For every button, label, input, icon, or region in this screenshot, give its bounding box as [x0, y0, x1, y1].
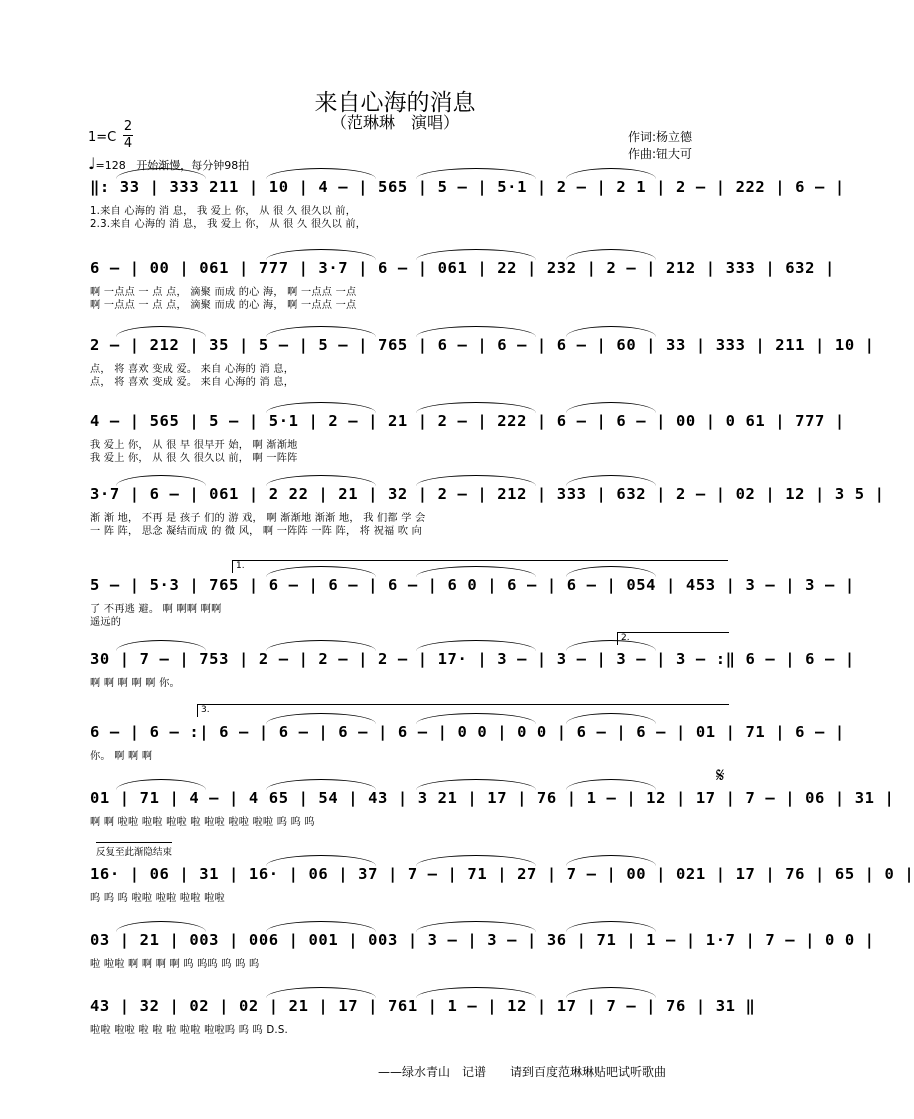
- slur-mark: [266, 987, 376, 998]
- composer: 作曲:钮大可: [628, 147, 693, 161]
- notation-line: 03 | 21 | 003 | 006 | 001 | 003 | 3 — | 3 — | 36 | 71 | 1 — | 1·7 | 7 — | 0 0 |: [90, 931, 875, 949]
- slur-mark: [416, 475, 536, 486]
- slur-mark: [116, 326, 206, 337]
- slur-mark: [566, 326, 656, 337]
- slur-mark: [566, 779, 656, 790]
- tempo-value: =128: [95, 159, 126, 172]
- time-signature-top: 2: [123, 119, 133, 134]
- time-signature: [123, 119, 133, 152]
- notation-line: 5 — | 5·3 | 765 | 6 — | 6 — | 6 — | 6 0 | 6 — | 6 — | 054 | 453 | 3 — | 3 — |: [90, 576, 855, 594]
- notation-line: 6 — | 00 | 061 | 777 | 3·7 | 6 — | 061 | 22 | 232 | 2 — | 212 | 333 | 632 |: [90, 259, 835, 277]
- notation-line: 30 | 7 — | 753 | 2 — | 2 — | 2 — | 17· | 3 — | 3 — | 3 — | 3 — :‖ 6 — | 6 — |: [90, 650, 855, 668]
- slur-mark: [416, 326, 536, 337]
- segno-icon: 𝄋: [716, 763, 725, 787]
- lyric-line: 你。 啊 啊 啊: [90, 751, 153, 762]
- notation-line: ‖: 33 | 333 211 | 10 | 4 — | 565 | 5 — | 5·1 | 2 — | 2 1 | 2 — | 222 | 6 — |: [90, 178, 845, 196]
- slur-mark: [116, 475, 206, 486]
- lyric-line: 了 不再逃 避。 啊 啊啊 啊啊: [90, 604, 222, 615]
- notation-line: 2 — | 212 | 35 | 5 — | 5 — | 765 | 6 — | 6 — | 6 — | 60 | 33 | 333 | 211 | 10 |: [90, 336, 875, 354]
- fade-out-note: 反复至此渐隐结束: [96, 842, 172, 858]
- notation-line: 3·7 | 6 — | 061 | 2 22 | 21 | 32 | 2 — | 212 | 333 | 632 | 2 — | 02 | 12 | 3 5 |: [90, 485, 885, 503]
- slur-mark: [266, 855, 376, 866]
- slur-mark: [566, 168, 656, 179]
- song-title: 来自心海的消息: [314, 90, 476, 116]
- slur-mark: [566, 402, 656, 413]
- notation-line: 16· | 06 | 31 | 16· | 06 | 37 | 7 — | 71 | 27 | 7 — | 00 | 021 | 17 | 76 | 65 | 0 |: [90, 865, 914, 883]
- lyric-line: 啊 啊 啊 啊 啊 你。: [90, 678, 180, 689]
- slur-mark: [266, 779, 376, 790]
- lyric-line: 遥远的: [90, 617, 122, 628]
- slur-mark: [116, 779, 206, 790]
- notation-line: 43 | 32 | 02 | 02 | 21 | 17 | 761 | 1 — | 12 | 17 | 7 — | 76 | 31 ‖: [90, 997, 756, 1015]
- lyric-line: 啊 啊 啦啦 啦啦 啦啦 啦 啦啦 啦啦 啦啦 呜 呜 呜: [90, 817, 315, 828]
- notation-line: 01 | 71 | 4 — | 4 65 | 54 | 43 | 3 21 | 17 | 76 | 1 — | 12 | 17 | 7 — | 06 | 31 |: [90, 789, 895, 807]
- volta-2: 2.: [617, 632, 729, 645]
- slur-mark: [566, 475, 656, 486]
- notation-line: 4 — | 565 | 5 — | 5·1 | 2 — | 21 | 2 — | 222 | 6 — | 6 — | 00 | 0 61 | 777 |: [90, 412, 845, 430]
- transcriber-credit: ——绿水青山 记谱 请到百度范琳琳贴吧试听歌曲: [378, 1065, 667, 1079]
- tempo-instruction: 开始渐慢，每分钟98拍: [136, 159, 250, 172]
- lyric-line: 点， 将 喜欢 变成 爱。 来自 心海的 消 息，: [90, 377, 295, 388]
- slur-mark: [566, 987, 656, 998]
- slur-mark: [566, 855, 656, 866]
- slur-mark: [416, 402, 536, 413]
- slur-mark: [116, 921, 206, 932]
- slur-mark: [416, 921, 536, 932]
- volta-3: 3.: [197, 704, 729, 717]
- lyric-line: 点， 将 喜欢 变成 爱。 来自 心海的 消 息，: [90, 364, 295, 375]
- slur-mark: [416, 249, 536, 260]
- slur-mark: [266, 249, 376, 260]
- slur-mark: [416, 168, 536, 179]
- lyric-line: 我 爱上 你， 从 很 早 很早开 始， 啊 渐渐地: [90, 440, 298, 451]
- lyric-line: 2.3.来自 心海的 消 息， 我 爱上 你， 从 很 久 很久以 前，: [90, 219, 367, 230]
- lyric-line: 啦 啦啦 啊 啊 啊 啊 呜 呜呜 呜 呜 呜: [90, 959, 260, 970]
- key-signature: 1=C: [88, 130, 117, 145]
- lyric-line: 呜 呜 呜 啦啦 啦啦 啦啦 啦啦: [90, 893, 225, 904]
- slur-mark: [416, 779, 536, 790]
- lyric-line: 啊 一点点 一 点 点， 滴聚 而成 的心 海， 啊 一点点 一点: [90, 287, 357, 298]
- slur-mark: [416, 987, 536, 998]
- lyric-line: 一 阵 阵， 思念 凝结而成 的 微 风， 啊 一阵阵 一阵 阵， 将 祝福 吹 向: [90, 526, 423, 537]
- lyric-line: 啊 一点点 一 点 点， 滴聚 而成 的心 海， 啊 一点点 一点: [90, 300, 357, 311]
- lyric-line: 我 爱上 你， 从 很 久 很久以 前， 啊 一阵阵: [90, 453, 298, 464]
- time-signature-bottom: 4: [123, 136, 133, 151]
- slur-mark: [566, 921, 656, 932]
- slur-mark: [266, 640, 376, 651]
- lyric-line: 渐 渐 地， 不再 是 孩子 们的 游 戏， 啊 渐渐地 渐渐 地， 我 们都 学 会: [90, 513, 426, 524]
- slur-mark: [266, 921, 376, 932]
- lyricist: 作词:杨立德: [628, 130, 693, 144]
- lyric-line: 1.来自 心海的 消 息， 我 爱上 你， 从 很 久 很久以 前，: [90, 206, 357, 217]
- volta-1: 1.: [232, 560, 728, 573]
- slur-mark: [266, 475, 376, 486]
- lyric-line: 啦啦 啦啦 啦 啦 啦 啦啦 啦啦呜 呜 呜 D.S.: [90, 1025, 288, 1036]
- slur-mark: [416, 640, 536, 651]
- slur-mark: [266, 402, 376, 413]
- slur-mark: [266, 326, 376, 337]
- slur-mark: [266, 168, 376, 179]
- quarter-note-icon: ♩: [88, 154, 96, 173]
- slur-mark: [416, 855, 536, 866]
- notation-line: 6 — | 6 — :| 6 — | 6 — | 6 — | 6 — | 0 0 | 0 0 | 6 — | 6 — | 01 | 71 | 6 — |: [90, 723, 845, 741]
- performer-subtitle: （范琳琳 演唱）: [330, 113, 459, 132]
- slur-mark: [116, 640, 206, 651]
- slur-mark: [566, 249, 656, 260]
